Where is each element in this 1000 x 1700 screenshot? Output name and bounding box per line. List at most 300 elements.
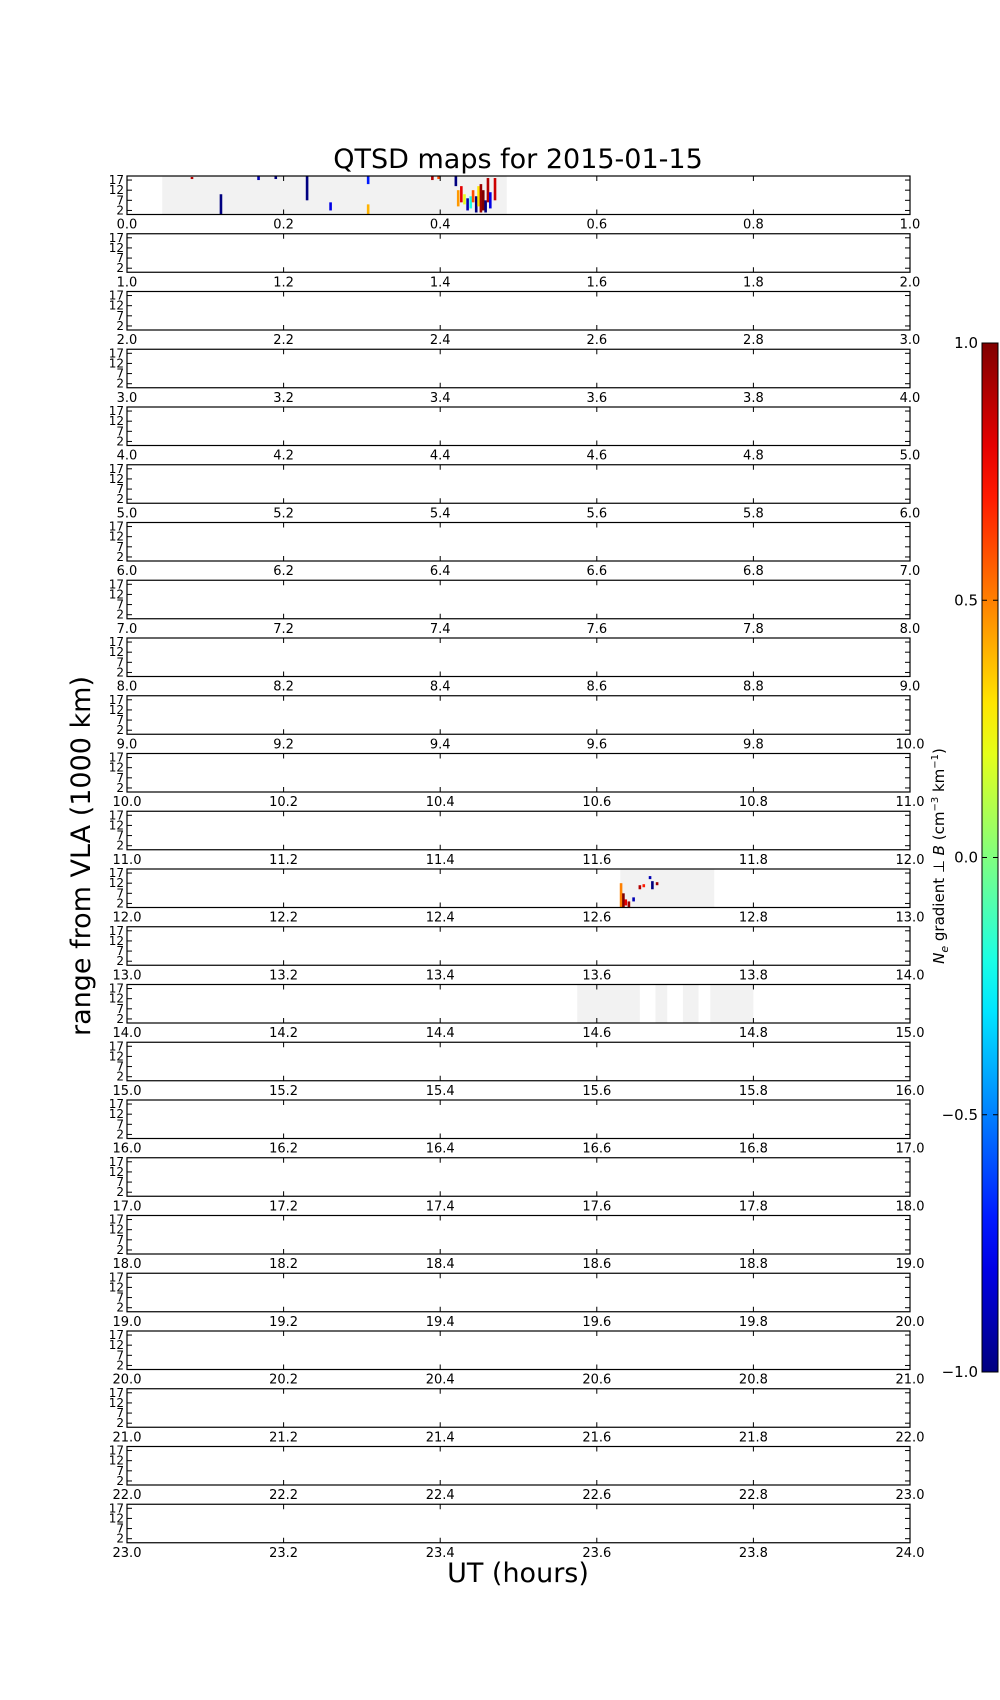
y-tick-label: 12: [108, 760, 124, 775]
x-tick-label: 1.0: [116, 275, 138, 291]
y-tick-label: 2: [116, 203, 124, 218]
cb-label-km: km: [930, 768, 948, 797]
y-tick-label: 2: [116, 954, 124, 969]
data-coverage-cell: [710, 985, 753, 1024]
y-tick-label: 12: [108, 1164, 124, 1179]
gradient-mark: [257, 176, 260, 180]
x-tick-label: 8.2: [273, 679, 294, 695]
y-tick-label: 17: [108, 923, 124, 938]
x-tick-label: 18.4: [425, 1257, 455, 1272]
x-tick-label: 1.4: [429, 275, 451, 291]
y-tick-label: 2: [116, 376, 124, 391]
y-tick-label: 12: [108, 1280, 124, 1295]
x-tick-label: 5.0: [116, 506, 138, 522]
y-tick-label: 2: [116, 665, 124, 680]
y-tick-label: 17: [108, 461, 124, 476]
colorbar-tick-label: 1.0: [954, 334, 978, 352]
x-tick-label: 3.4: [429, 390, 451, 406]
x-tick-label: 16.8: [738, 1141, 768, 1157]
x-tick-label: 1.6: [586, 275, 608, 291]
x-tick-label: 2.2: [273, 333, 294, 348]
x-tick-label: 13.0: [895, 910, 925, 926]
data-coverage-cell: [656, 985, 668, 1024]
x-tick-label: 12.6: [582, 910, 612, 926]
colorbar-label: [930, 748, 951, 964]
x-tick-label: 1.0: [899, 217, 921, 233]
x-tick-label: 6.8: [743, 564, 764, 579]
x-tick-label: 9.6: [586, 737, 608, 753]
x-tick-label: 22.0: [895, 1430, 925, 1446]
x-tick-label: 13.0: [112, 968, 142, 984]
gradient-mark: [489, 192, 492, 208]
y-tick-label: 2: [116, 838, 124, 853]
y-tick-label: 2: [116, 1127, 124, 1142]
y-tick-label: 12: [108, 1222, 124, 1237]
y-tick-label: 17: [108, 1385, 124, 1400]
x-tick-label: 22.8: [738, 1488, 768, 1503]
y-tick-label: 17: [108, 1328, 124, 1343]
panel-hour-0: [109, 173, 921, 232]
y-tick-label: 17: [108, 404, 124, 419]
panel-frame: [127, 869, 910, 908]
x-tick-label: 5.8: [743, 506, 764, 522]
y-tick-label: 12: [108, 876, 124, 891]
panel-hour-19: [109, 1270, 925, 1329]
x-tick-label: 10.0: [895, 737, 925, 753]
y-tick-label: 12: [108, 645, 124, 660]
cb-label-exp1: −3: [930, 796, 941, 812]
x-tick-label: 20.2: [269, 1372, 299, 1388]
x-tick-label: 22.0: [112, 1488, 142, 1503]
gradient-mark: [469, 196, 472, 208]
panel-hour-8: [109, 635, 921, 694]
x-tick-label: 12.0: [112, 910, 142, 926]
panel-frame: [127, 1504, 910, 1543]
x-tick-label: 14.0: [895, 968, 925, 984]
x-tick-label: 20.0: [112, 1372, 142, 1388]
x-tick-label: 11.6: [582, 852, 612, 868]
x-tick-label: 8.0: [899, 621, 921, 637]
x-tick-label: 12.2: [269, 910, 299, 926]
y-tick-label: 12: [108, 240, 124, 255]
x-tick-label: 6.2: [273, 564, 294, 579]
panel-hour-10: [109, 751, 925, 810]
x-tick-label: 5.0: [899, 448, 921, 464]
x-tick-label: 21.0: [112, 1430, 142, 1446]
x-tick-label: 1.8: [743, 275, 764, 291]
y-tick-label: 12: [108, 1511, 124, 1526]
gradient-mark: [367, 176, 370, 184]
y-tick-label: 7: [116, 1348, 124, 1363]
x-tick-label: 13.8: [738, 968, 768, 984]
x-tick-label: 15.4: [425, 1083, 455, 1099]
panel-hour-9: [109, 693, 925, 752]
colorbar-tick-label: −0.5: [941, 1105, 978, 1124]
y-tick-label: 12: [108, 818, 124, 833]
gradient-mark: [455, 176, 458, 186]
gradient-mark: [639, 885, 642, 889]
x-tick-label: 9.2: [273, 737, 294, 753]
x-tick-label: 4.0: [116, 448, 138, 464]
cb-label-ne: N: [930, 952, 948, 964]
y-tick-label: 7: [116, 1406, 124, 1421]
x-tick-label: 2.0: [899, 275, 921, 291]
gradient-mark: [463, 194, 466, 204]
x-tick-label: 18.6: [582, 1257, 612, 1272]
y-tick-label: 17: [108, 1212, 124, 1227]
gradient-mark: [656, 882, 659, 885]
x-tick-label: 21.2: [269, 1430, 299, 1446]
x-tick-label: 4.4: [429, 448, 451, 464]
x-axis-label: UT (hours): [447, 1558, 589, 1589]
x-tick-label: 7.4: [429, 621, 451, 637]
y-tick-label: 2: [116, 780, 124, 795]
x-tick-label: 20.4: [425, 1372, 455, 1388]
gradient-mark: [191, 177, 194, 179]
x-tick-label: 18.0: [112, 1257, 142, 1272]
x-tick-label: 22.2: [269, 1488, 299, 1503]
x-tick-label: 14.6: [582, 1026, 612, 1041]
cb-label-exp2: −1: [930, 753, 941, 769]
y-tick-label: 2: [116, 1300, 124, 1315]
x-tick-label: 19.8: [738, 1314, 768, 1330]
x-tick-label: 14.2: [269, 1026, 299, 1041]
gradient-mark: [482, 190, 485, 210]
gradient-mark: [329, 202, 332, 210]
x-tick-label: 11.0: [112, 852, 142, 868]
gradient-mark: [367, 204, 370, 214]
x-tick-label: 7.2: [273, 621, 294, 637]
y-tick-label: 7: [116, 366, 124, 381]
panel-hour-12: [109, 866, 925, 925]
x-tick-label: 17.0: [895, 1141, 925, 1157]
gradient-mark: [431, 176, 434, 180]
gradient-mark: [472, 190, 475, 202]
y-tick-label: 17: [108, 808, 124, 823]
panel-frame: [127, 407, 910, 446]
y-tick-label: 12: [108, 356, 124, 371]
panel-frame: [127, 927, 910, 966]
x-tick-label: 11.8: [738, 852, 768, 868]
y-tick-label: 7: [116, 1059, 124, 1074]
x-tick-label: 12.4: [425, 910, 455, 926]
x-tick-label: 4.6: [586, 448, 608, 464]
x-tick-label: 18.2: [269, 1257, 299, 1272]
panel-hour-1: [109, 231, 921, 290]
x-tick-label: 0.0: [116, 217, 138, 233]
panel-frame: [127, 1273, 910, 1312]
y-tick-label: 12: [108, 587, 124, 602]
x-tick-label: 5.4: [429, 506, 451, 522]
data-coverage-cell: [620, 869, 714, 908]
x-tick-label: 2.0: [116, 333, 138, 348]
y-tick-label: 2: [116, 261, 124, 276]
x-tick-label: 17.6: [582, 1199, 612, 1215]
y-tick-label: 7: [116, 944, 124, 959]
panel-hour-13: [109, 924, 925, 983]
x-tick-label: 13.2: [269, 968, 299, 984]
gradient-mark: [306, 176, 309, 200]
cb-label-b: B: [930, 845, 948, 856]
y-tick-label: 12: [108, 1453, 124, 1468]
x-tick-label: 3.2: [273, 390, 294, 406]
colorbar: [942, 334, 998, 1381]
x-tick-label: 19.0: [895, 1257, 925, 1272]
cb-label-mid: gradient ⊥: [930, 855, 948, 946]
x-tick-label: 9.0: [899, 679, 921, 695]
x-tick-label: 10.6: [582, 795, 612, 810]
y-tick-label: 7: [116, 1175, 124, 1190]
panel-frame: [127, 1389, 910, 1428]
y-tick-label: 7: [116, 424, 124, 439]
x-tick-label: 14.4: [425, 1026, 455, 1041]
y-tick-label: 2: [116, 723, 124, 738]
x-tick-label: 2.6: [586, 333, 608, 348]
panel-hour-20: [109, 1328, 925, 1387]
gradient-mark: [624, 899, 627, 905]
cb-label-close: ): [930, 748, 948, 754]
y-tick-label: 7: [116, 828, 124, 843]
x-tick-label: 19.2: [269, 1314, 299, 1330]
gradient-mark: [494, 178, 497, 200]
y-tick-label: 17: [108, 577, 124, 592]
x-tick-label: 15.8: [738, 1083, 768, 1099]
y-tick-label: 12: [108, 702, 124, 717]
y-tick-label: 7: [116, 1001, 124, 1016]
panel-frame: [127, 985, 910, 1024]
panel-hour-18: [109, 1213, 925, 1272]
panel-frame: [127, 1158, 910, 1197]
y-tick-label: 7: [116, 482, 124, 497]
gradient-mark: [484, 200, 487, 212]
panel-frame: [127, 696, 910, 735]
x-tick-label: 16.0: [895, 1083, 925, 1099]
x-tick-label: 23.2: [269, 1545, 299, 1561]
x-tick-label: 21.0: [895, 1372, 925, 1388]
y-tick-label: 12: [108, 991, 124, 1006]
y-axis-label: range from VLA (1000 km): [66, 676, 97, 1036]
y-tick-label: 2: [116, 1416, 124, 1431]
y-tick-label: 2: [116, 492, 124, 507]
x-tick-label: 3.6: [586, 390, 608, 406]
y-tick-label: 17: [108, 635, 124, 650]
panel-frame: [127, 580, 910, 619]
gradient-mark: [628, 901, 631, 907]
x-tick-label: 16.0: [112, 1141, 142, 1157]
x-tick-label: 24.0: [895, 1545, 925, 1561]
colorbar-tick-label: 0.0: [954, 848, 978, 867]
x-tick-label: 3.0: [116, 390, 138, 406]
x-tick-label: 19.6: [582, 1314, 612, 1330]
x-tick-label: 18.8: [738, 1257, 768, 1272]
y-tick-label: 17: [108, 1039, 124, 1054]
x-tick-label: 20.6: [582, 1372, 612, 1388]
y-tick-label: 17: [108, 346, 124, 361]
y-tick-label: 17: [108, 692, 124, 707]
panel-frame: [127, 1100, 910, 1139]
gradient-mark: [475, 196, 478, 212]
y-tick-label: 17: [108, 519, 124, 534]
x-tick-label: 21.8: [738, 1430, 768, 1446]
y-tick-label: 17: [108, 230, 124, 245]
gradient-mark: [642, 884, 645, 887]
panel-frame: [127, 811, 910, 850]
x-tick-label: 23.6: [582, 1545, 612, 1561]
gradient-mark: [651, 881, 654, 889]
panel-stack: [109, 173, 925, 1561]
panel-frame: [127, 1042, 910, 1081]
y-tick-label: 2: [116, 1242, 124, 1257]
x-tick-label: 16.2: [269, 1141, 299, 1157]
x-tick-label: 23.8: [738, 1545, 768, 1561]
x-tick-label: 8.8: [743, 679, 764, 695]
y-tick-label: 12: [108, 298, 124, 313]
panel-hour-22: [109, 1444, 925, 1503]
gradient-mark: [632, 897, 635, 901]
x-tick-label: 19.4: [425, 1314, 455, 1330]
x-tick-label: 2.8: [743, 333, 764, 348]
gradient-mark: [622, 893, 625, 907]
x-tick-label: 0.6: [586, 217, 608, 233]
gradient-mark: [466, 198, 469, 210]
panel-hour-16: [109, 1097, 925, 1156]
panel-frame: [127, 638, 910, 677]
x-tick-label: 14.8: [738, 1026, 768, 1041]
x-tick-label: 10.2: [269, 795, 299, 810]
gradient-mark: [477, 186, 480, 206]
cb-label-units: (cm: [930, 811, 948, 846]
x-tick-label: 14.0: [112, 1026, 142, 1041]
panel-hour-2: [109, 289, 921, 348]
x-tick-label: 21.6: [582, 1430, 612, 1446]
y-tick-label: 17: [108, 1154, 124, 1169]
y-tick-label: 12: [108, 1395, 124, 1410]
x-tick-label: 1.2: [273, 275, 294, 291]
x-tick-label: 4.0: [899, 390, 921, 406]
y-tick-label: 12: [108, 529, 124, 544]
y-tick-label: 2: [116, 1358, 124, 1373]
x-tick-label: 9.8: [743, 737, 764, 753]
x-tick-label: 8.0: [116, 679, 138, 695]
x-tick-label: 0.4: [429, 217, 451, 233]
x-tick-label: 12.0: [895, 852, 925, 868]
x-tick-label: 7.0: [116, 621, 138, 637]
y-tick-label: 7: [116, 308, 124, 323]
y-tick-label: 17: [108, 1501, 124, 1516]
x-tick-label: 18.0: [895, 1199, 925, 1215]
x-tick-label: 9.0: [116, 737, 138, 753]
x-tick-label: 10.4: [425, 795, 455, 810]
y-tick-label: 12: [108, 183, 124, 198]
x-tick-label: 0.8: [743, 217, 764, 233]
y-tick-label: 17: [108, 173, 124, 188]
gradient-mark: [220, 194, 223, 214]
chart-title: QTSD maps for 2015-01-15: [333, 144, 703, 175]
x-tick-label: 7.6: [586, 621, 608, 637]
y-tick-label: 7: [116, 770, 124, 785]
y-tick-label: 17: [108, 866, 124, 881]
x-tick-label: 23.0: [895, 1488, 925, 1503]
x-tick-label: 10.8: [738, 795, 768, 810]
x-tick-label: 17.0: [112, 1199, 142, 1215]
panel-hour-3: [109, 346, 921, 405]
panel-frame: [127, 465, 910, 504]
x-tick-label: 15.0: [112, 1083, 142, 1099]
panel-hour-23: [109, 1501, 925, 1560]
y-tick-label: 7: [116, 886, 124, 901]
x-tick-label: 5.2: [273, 506, 294, 522]
panel-frame: [127, 1447, 910, 1486]
panel-frame: [127, 292, 910, 331]
x-tick-label: 11.0: [895, 795, 925, 810]
panel-hour-21: [109, 1386, 925, 1445]
x-tick-label: 15.6: [582, 1083, 612, 1099]
panel-frame: [127, 349, 910, 388]
y-tick-label: 7: [116, 1463, 124, 1478]
x-tick-label: 17.2: [269, 1199, 299, 1215]
x-tick-label: 4.2: [273, 448, 294, 464]
panel-hour-14: [109, 982, 925, 1041]
y-tick-label: 2: [116, 1473, 124, 1488]
x-tick-label: 7.8: [743, 621, 764, 637]
gradient-mark: [620, 883, 623, 907]
y-tick-label: 2: [116, 318, 124, 333]
x-tick-label: 11.4: [425, 852, 455, 868]
y-tick-label: 7: [116, 1232, 124, 1247]
panel-frame: [127, 234, 910, 273]
y-tick-label: 7: [116, 1117, 124, 1132]
x-tick-label: 10.0: [112, 795, 142, 810]
panel-hour-5: [109, 462, 921, 521]
y-tick-label: 17: [108, 750, 124, 765]
x-tick-label: 20.8: [738, 1372, 768, 1388]
panel-frame: [127, 523, 910, 562]
gradient-mark: [460, 186, 463, 202]
y-tick-label: 7: [116, 713, 124, 728]
y-tick-label: 2: [116, 1185, 124, 1200]
panel-hour-17: [109, 1155, 925, 1214]
y-tick-label: 7: [116, 251, 124, 266]
y-tick-label: 2: [116, 1531, 124, 1546]
panel-hour-11: [109, 808, 925, 867]
y-tick-label: 2: [116, 607, 124, 622]
x-tick-label: 6.4: [429, 564, 451, 579]
y-tick-label: 7: [116, 597, 124, 612]
x-tick-label: 8.6: [586, 679, 608, 695]
gradient-mark: [480, 184, 483, 212]
x-tick-label: 15.0: [895, 1026, 925, 1041]
x-tick-label: 17.8: [738, 1199, 768, 1215]
x-tick-label: 12.8: [738, 910, 768, 926]
x-tick-label: 6.0: [899, 506, 921, 522]
gradient-mark: [649, 876, 652, 879]
y-tick-label: 12: [108, 1107, 124, 1122]
x-tick-label: 8.4: [429, 679, 451, 695]
x-tick-label: 4.8: [743, 448, 764, 464]
panel-frame: [127, 1331, 910, 1370]
x-tick-label: 13.4: [425, 968, 455, 984]
x-tick-label: 0.2: [273, 217, 294, 233]
colorbar-tick-label: 0.5: [954, 591, 978, 610]
y-tick-label: 17: [108, 1443, 124, 1458]
y-tick-label: 12: [108, 414, 124, 429]
cb-label-ne-sub: e: [938, 945, 951, 953]
x-tick-label: 16.4: [425, 1141, 455, 1157]
y-tick-label: 17: [108, 1097, 124, 1112]
x-tick-label: 15.2: [269, 1083, 299, 1099]
x-tick-label: 3.0: [899, 333, 921, 348]
y-tick-label: 17: [108, 288, 124, 303]
